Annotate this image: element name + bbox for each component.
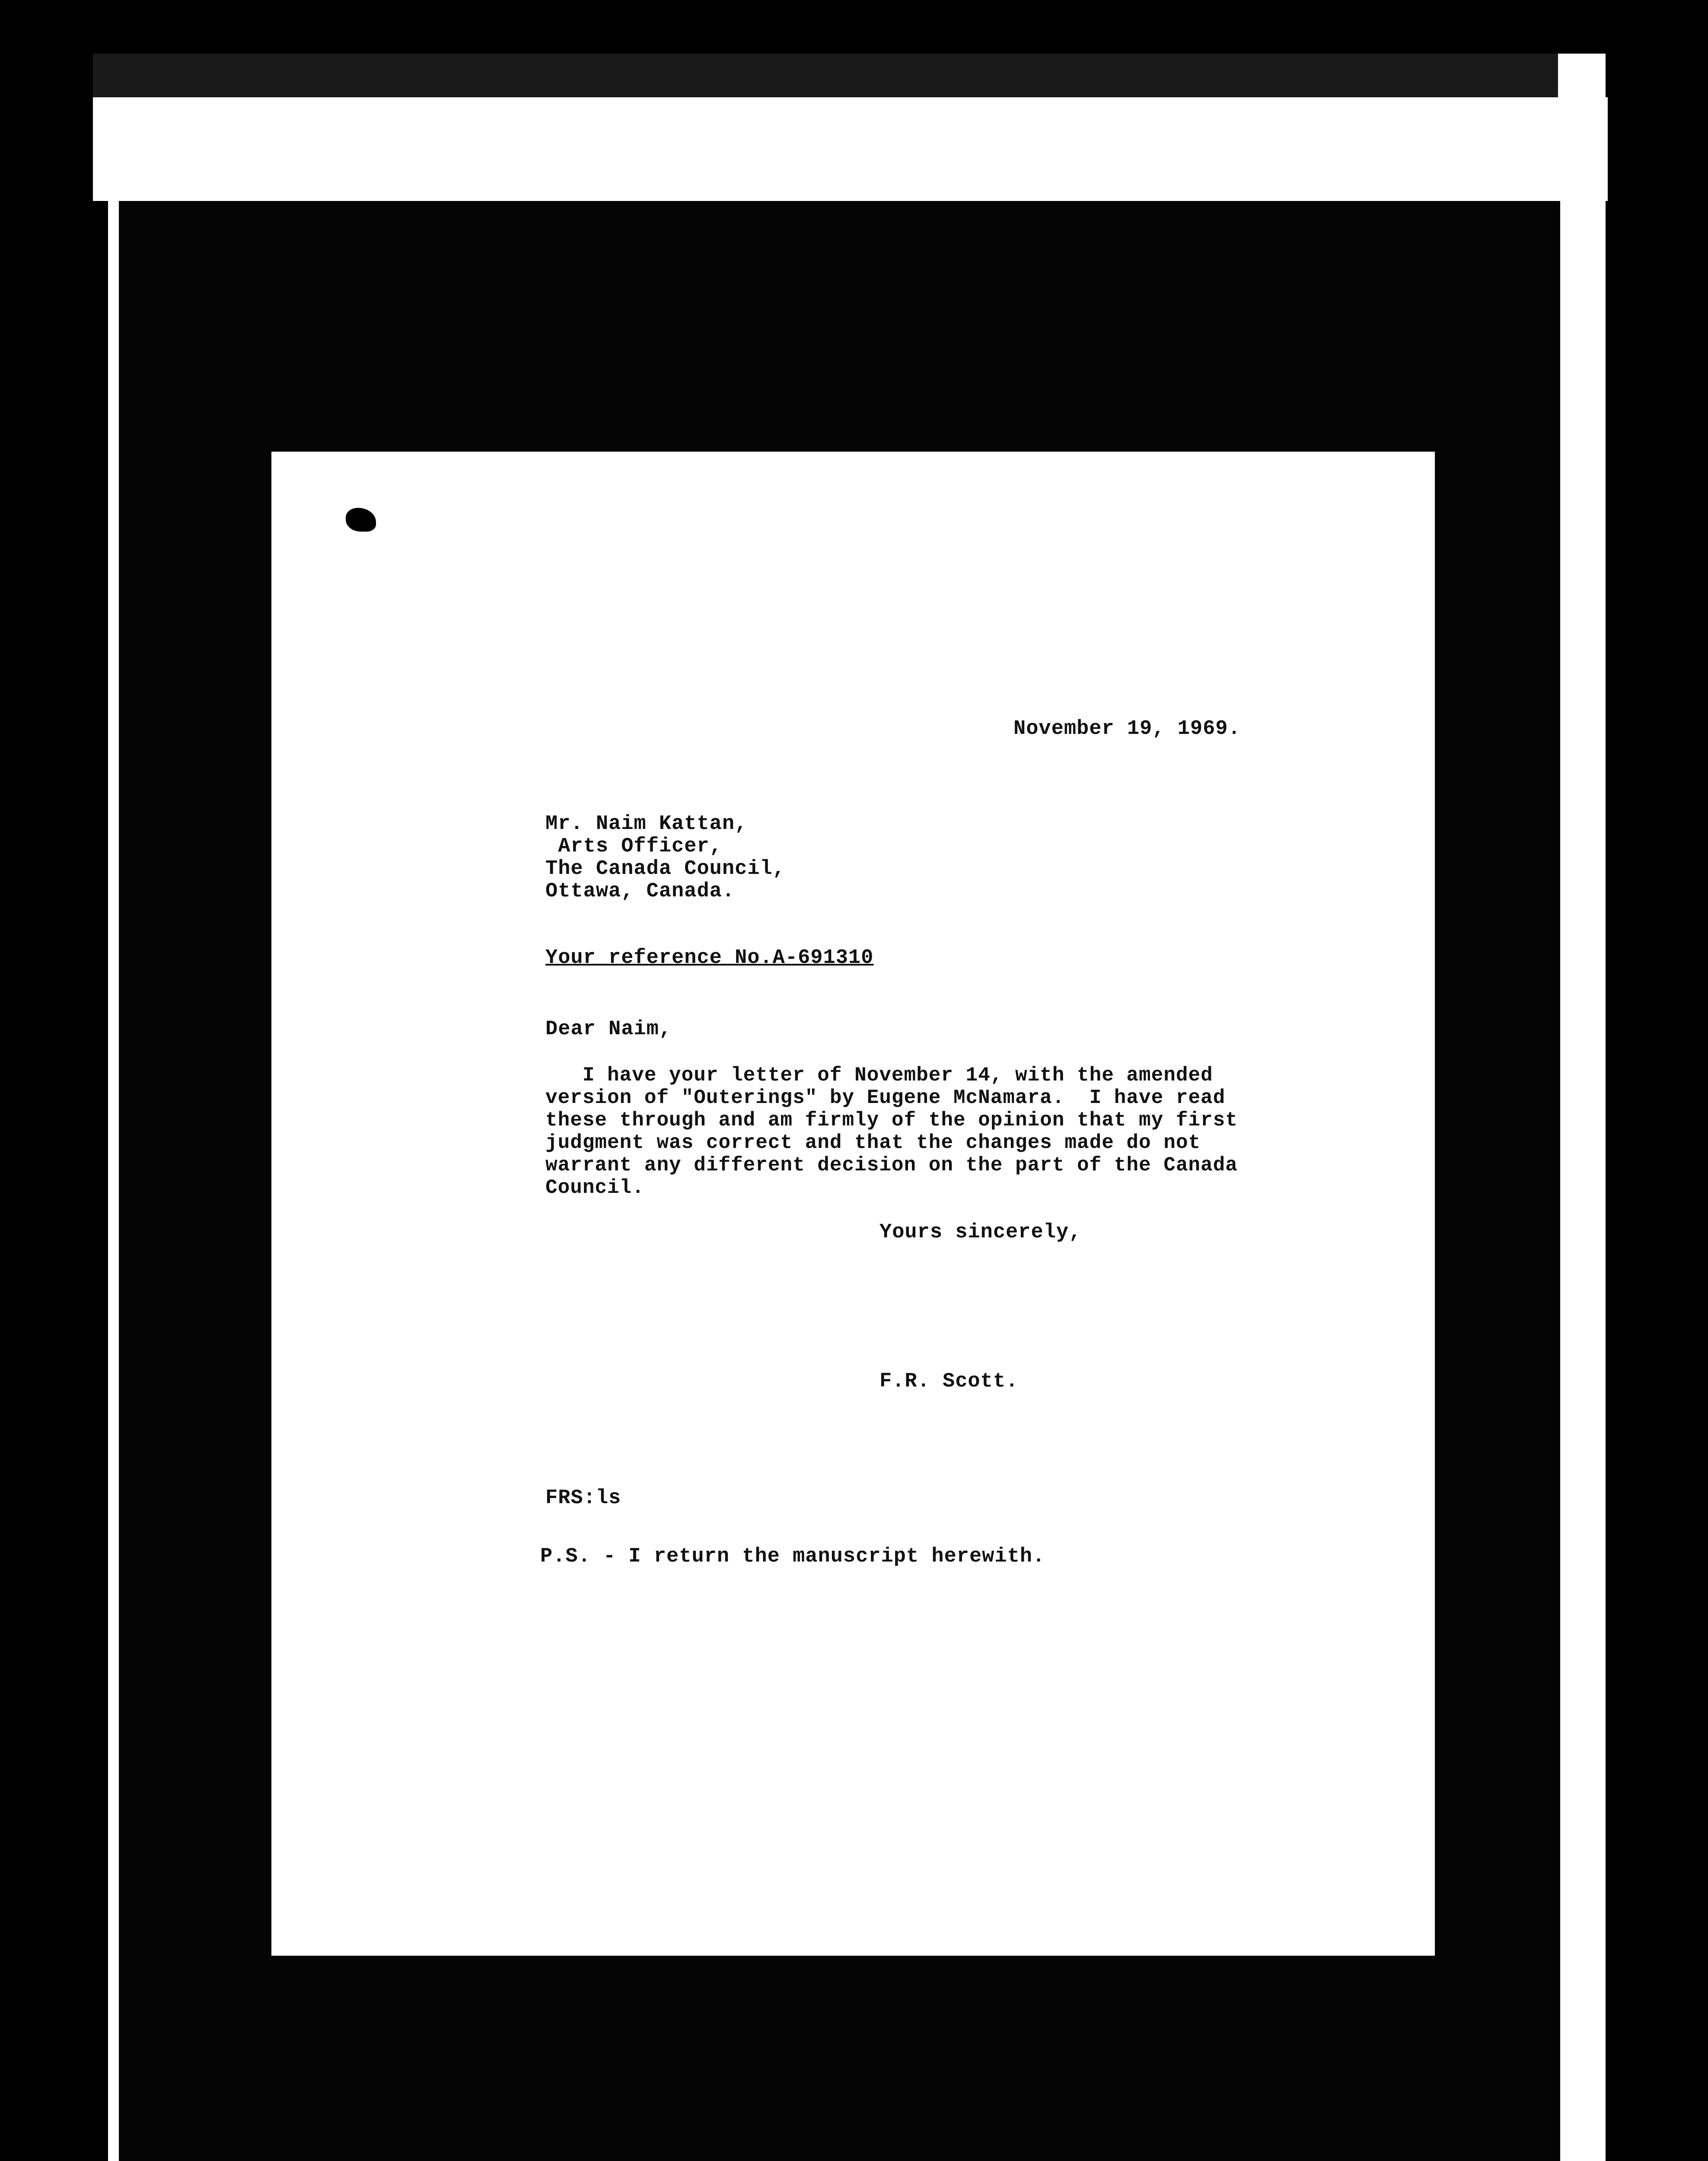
letter-date: November 19, 1969. [1013,717,1241,740]
body-line: I have your letter of November 14, with the amended [545,1064,1213,1087]
film-frame-top [93,54,1558,97]
body-line: Council. [545,1176,644,1199]
signature: F.R. Scott. [879,1370,1019,1393]
body-line: judgment was correct and that the changes made do not [545,1131,1201,1154]
address-line: The Canada Council, [545,857,785,880]
postscript: P.S. - I return the manuscript herewith. [540,1545,1045,1568]
address-line: Ottawa, Canada. [545,880,735,903]
reference-line: Your reference No.A-691310 [545,947,874,969]
address-line: Mr. Naim Kattan, [545,813,748,835]
body-line: these through and am firmly of the opinion that my first [545,1109,1238,1131]
film-edge-right [1558,54,1606,2161]
letter-page [271,452,1435,1956]
film-edge-top [93,97,1608,201]
closing: Yours sincerely, [879,1221,1082,1244]
body-line: version of "Outerings" by Eugene McNamara. I have read [545,1087,1226,1109]
typist-initials: FRS:ls [545,1487,621,1510]
address-line: Arts Officer, [545,835,722,858]
salutation: Dear Naim, [545,1018,672,1041]
body-line: warrant any different decision on the part of the Canada [545,1154,1238,1176]
